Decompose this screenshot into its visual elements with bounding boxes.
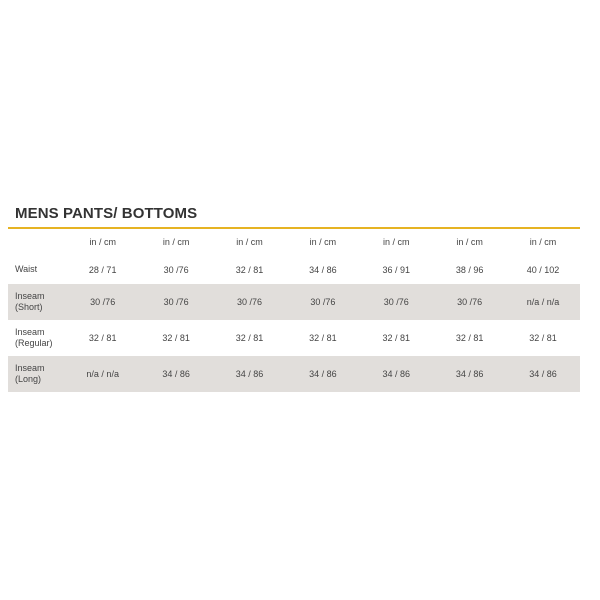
- table-row-inseam-short: [8, 284, 580, 320]
- table-cell: 32 / 81: [455, 333, 484, 343]
- size-chart-table: [8, 227, 580, 392]
- table-cell: 34 / 86: [382, 369, 411, 379]
- table-cell: 32 / 81: [162, 333, 190, 343]
- table-cell: 34 / 86: [235, 369, 264, 379]
- table-cell: 28 / 71: [88, 264, 117, 275]
- header-cell: in / cm: [456, 237, 483, 247]
- header-cell: in / cm: [236, 237, 263, 247]
- header-cell: in / cm: [89, 237, 116, 247]
- table-cell: 30 /76: [457, 297, 483, 307]
- row-label-line: Inseam: [15, 327, 45, 337]
- row-label-line: Inseam: [15, 363, 45, 373]
- row-label: [8, 327, 66, 349]
- table-cell: 38 / 96: [455, 264, 484, 275]
- table-cell: 34 / 86: [529, 369, 557, 379]
- row-label-line: (Long): [15, 374, 42, 384]
- table-cell: 34 / 86: [309, 369, 337, 379]
- table-cell: n/a / n/a: [526, 297, 560, 307]
- header-cell: in / cm: [383, 237, 410, 247]
- page-title: MENS PANTS/ BOTTOMS: [15, 205, 198, 222]
- table-cell: 30 /76: [90, 297, 116, 307]
- table-header-row: [8, 229, 580, 255]
- table-cell: 32 / 81: [88, 333, 117, 343]
- table-cell: 36 / 91: [382, 264, 411, 275]
- row-label-line: (Regular): [15, 338, 53, 348]
- table-cell: 30 /76: [383, 297, 409, 307]
- row-label: [8, 291, 66, 313]
- table-row-inseam-long: [8, 356, 580, 392]
- row-label: [8, 264, 66, 275]
- table-cell: 32 / 81: [235, 264, 264, 275]
- table-row-waist: [8, 255, 580, 284]
- table-cell: 32 / 81: [235, 333, 264, 343]
- table-cell: 34 / 86: [162, 369, 190, 379]
- table-cell: 34 / 86: [455, 369, 484, 379]
- header-cell: in / cm: [309, 237, 337, 247]
- row-label-line: Waist: [15, 264, 38, 274]
- table-cell: 32 / 81: [529, 333, 557, 343]
- table-cell: 40 / 102: [526, 264, 560, 275]
- table-cell: 30 /76: [163, 264, 189, 275]
- table-cell: 30 /76: [163, 297, 189, 307]
- table-cell: n/a / n/a: [86, 369, 119, 379]
- table-cell: 34 / 86: [309, 264, 337, 275]
- row-label-line: Inseam: [15, 291, 45, 301]
- table-cell: 32 / 81: [382, 333, 411, 343]
- table-cell: 30 /76: [310, 297, 336, 307]
- table-row-inseam-regular: [8, 320, 580, 356]
- header-cell: in / cm: [529, 237, 557, 247]
- header-cell: in / cm: [162, 237, 190, 247]
- row-label: [8, 363, 66, 385]
- row-label-line: (Short): [15, 302, 43, 312]
- table-cell: 32 / 81: [309, 333, 337, 343]
- table-cell: 30 /76: [236, 297, 262, 307]
